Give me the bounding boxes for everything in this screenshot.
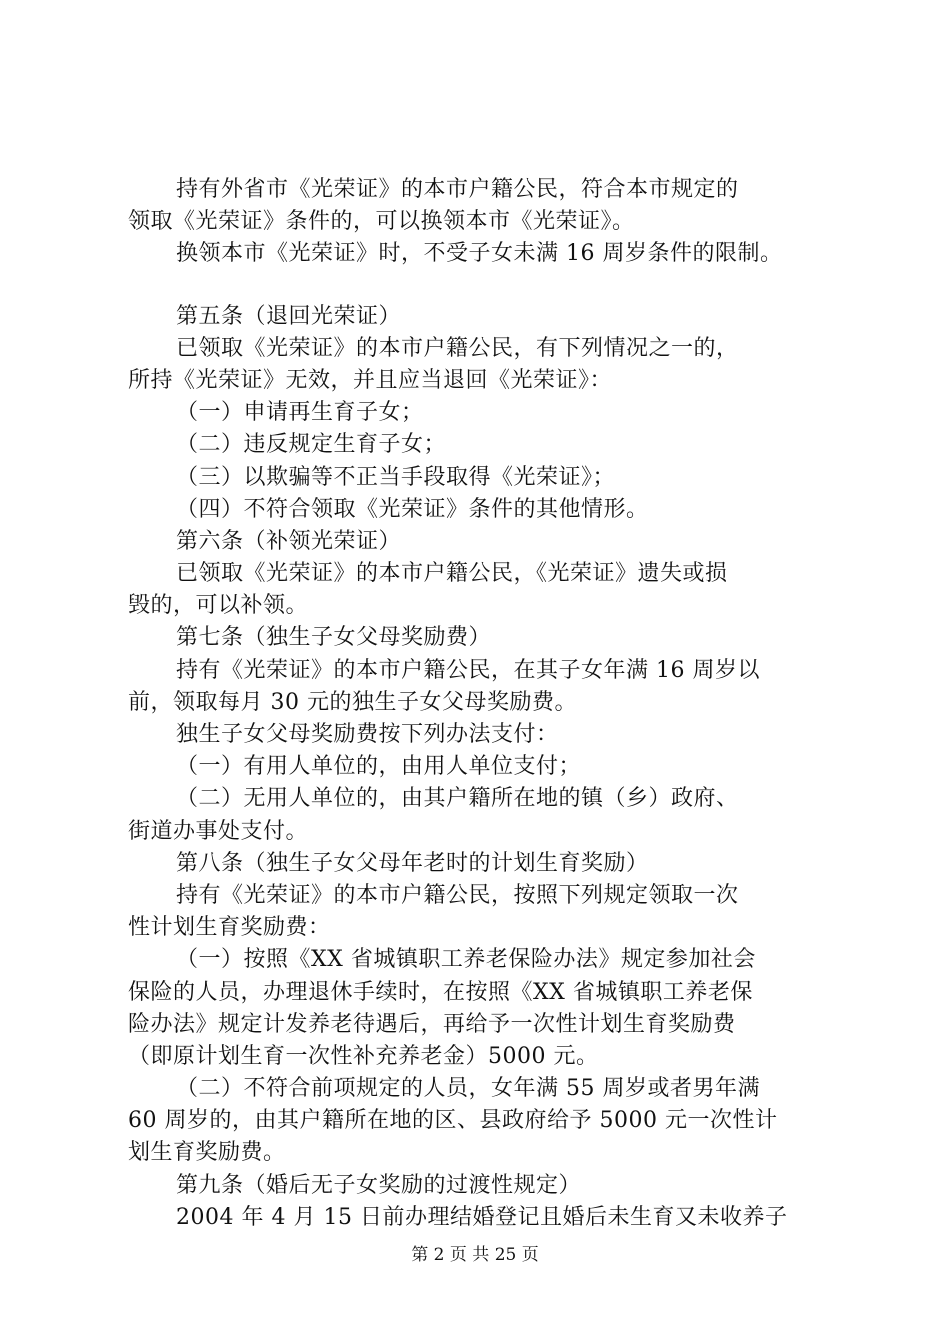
- paragraph-line: 街道办事处支付。: [128, 818, 309, 844]
- paragraph-line: 60 周岁的，由其户籍所在地的区、县政府给予 5000 元一次性计: [128, 1108, 778, 1134]
- article-heading: 第七条（独生子女父母奖励费）: [176, 625, 492, 651]
- list-item: （三）以欺骗等不正当手段取得《光荣证》；: [176, 464, 616, 490]
- paragraph-line: 毁的，可以补领。: [128, 593, 309, 619]
- article-heading: 第八条（独生子女父母年老时的计划生育奖励）: [176, 850, 649, 876]
- article-heading: 第六条（补领光荣证）: [176, 528, 402, 554]
- paragraph-line: 划生育奖励费。: [128, 1140, 286, 1166]
- paragraph-gap: [128, 271, 838, 301]
- article-heading: 第五条（退回光荣证）: [176, 303, 402, 329]
- article-heading: 第九条（婚后无子女奖励的过渡性规定）: [176, 1172, 582, 1198]
- list-item: （二）违反规定生育子女；: [176, 432, 447, 458]
- paragraph-line: 持有外省市《光荣证》的本市户籍公民，符合本市规定的: [176, 177, 739, 202]
- paragraph-line: 换领本市《光荣证》时，不受子女未满 16 周岁条件的限制。: [176, 241, 783, 267]
- list-item: （四）不符合领取《光荣证》条件的其他情形。: [176, 496, 649, 522]
- paragraph-line: 独生子女父母奖励费按下列办法支付：: [176, 722, 559, 747]
- list-item: （一）有用人单位的，由用人单位支付；: [176, 754, 582, 780]
- paragraph-line: 险办法》规定计发养老待遇后，再给予一次性计划生育奖励费: [128, 1011, 736, 1037]
- paragraph-line: 2004 年 4 月 15 日前办理结婚登记且婚后未生育又未收养子: [176, 1204, 788, 1230]
- document-body: [128, 174, 838, 1234]
- list-item: （二）无用人单位的，由其户籍所在地的镇（乡）政府、: [176, 786, 739, 812]
- paragraph-line: 前，领取每月 30 元的独生子女父母奖励费。: [128, 689, 577, 715]
- paragraph-line: （即原计划生育一次性补充养老金）5000 元。: [128, 1043, 599, 1069]
- page-number-footer: 第 2 页 共 25 页: [411, 1245, 539, 1265]
- list-item: （一）按照《XX 省城镇职工养老保险办法》规定参加社会: [176, 947, 756, 973]
- paragraph-line: 性计划生育奖励费：: [128, 915, 331, 941]
- paragraph-line: 持有《光荣证》的本市户籍公民，在其子女年满 16 周岁以: [176, 657, 760, 683]
- list-item: （二）不符合前项规定的人员，女年满 55 周岁或者男年满: [176, 1076, 760, 1102]
- paragraph-line: 所持《光荣证》无效，并且应当退回《光荣证》：: [128, 367, 613, 393]
- list-item: （一）申请再生育子女；: [176, 400, 424, 426]
- paragraph-line: 持有《光荣证》的本市户籍公民，按照下列规定领取一次: [176, 882, 739, 908]
- paragraph-line: 已领取《光荣证》的本市户籍公民，有下列情况之一的，: [176, 335, 739, 361]
- paragraph-line: 领取《光荣证》条件的，可以换领本市《光荣证》。: [128, 209, 635, 235]
- paragraph-line: 保险的人员，办理退休手续时，在按照《XX 省城镇职工养老保: [128, 979, 753, 1005]
- paragraph-line: 已领取《光荣证》的本市户籍公民，《光荣证》遗失或损: [176, 561, 728, 587]
